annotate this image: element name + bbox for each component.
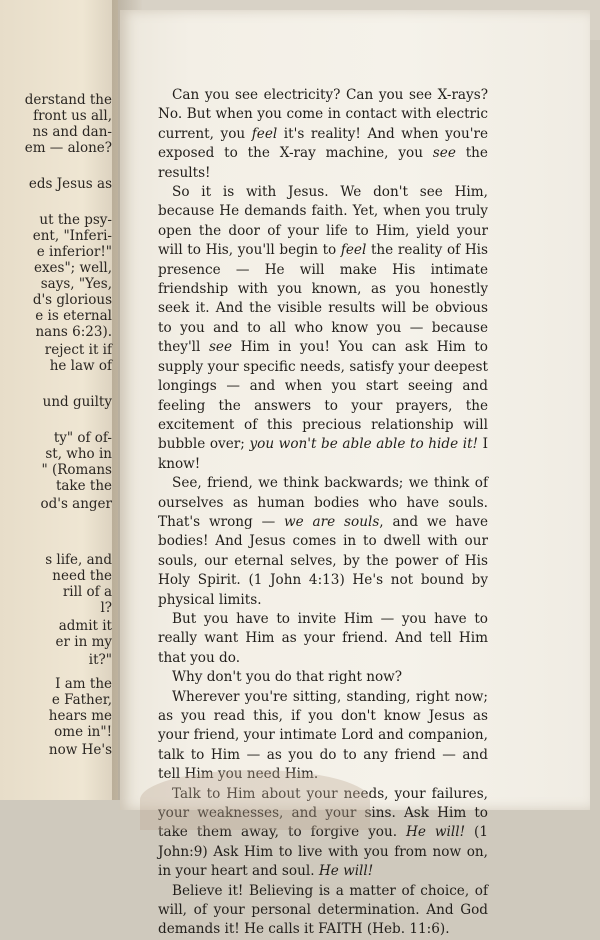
paragraph-wherever: Wherever you're sitting, standing, right now; as you read this, if you don't know Jesus as your friend, your intimate Lord and companion, talk to Him — as you do to any friend — and tell Him you need Him. [158, 688, 488, 783]
left-page-line: admit it [58, 618, 112, 634]
left-page-line: exes"; well, [33, 260, 112, 276]
paragraph-talk-to-him: Talk to Him about your needs, your failures, your weaknesses, and your sins. Ask Him to take them away, to forgive you. He will! (1 John:9) Ask Him to live with you from now on, in your heart and soul. He will! [158, 785, 488, 880]
left-page-line: e is eternal [35, 308, 112, 324]
left-page-line: em — alone? [24, 140, 112, 156]
left-page-line: ome in"! [54, 724, 112, 740]
left-page-line: hears me [48, 708, 112, 724]
right-page [120, 10, 590, 938]
left-page-line: od's anger [40, 496, 112, 512]
left-page-line: und guilty [42, 394, 112, 410]
left-page-line: ns and dan- [32, 124, 112, 140]
paragraph-so-it-is-with-jesus: So it is with Jesus. We don't see Him, because He demands faith. Yet, when you truly open the door of your life to Him, yield your will to His, you'll begin to feel the reality of His presence — He will make His intimate friendship with you known, as you honestly seek it. And the visible results will be obvious to you and to all who know you — because they'll see Him in you! You can ask Him to supply your specific needs, satisfy your deepest longings — and when you start seeing and feeling the answers to your prayers, the excitement of this precious relationship will bubble over; you won't be able able to hide it! I know! [158, 184, 488, 472]
paragraph-think-backwards: See, friend, we think backwards; we think of ourselves as human bodies who have souls. That's wrong — we are souls, and we have bodies! And Jesus comes in to dwell with our souls, our eternal selves, by the power of His Holy Spirit. (1 John 4:13) He's not bound by physical limits. [158, 475, 488, 608]
left-page [0, 0, 118, 800]
paragraph-right-now: Why don't you do that right now? [172, 669, 403, 686]
left-page-line: er in my [55, 634, 112, 650]
left-page-line: reject it if [44, 342, 112, 358]
left-page-line: need the [52, 568, 112, 584]
paragraph-electricity: Can you see electricity? Can you see X-rays? No. But when you come in contact with electric current, you feel it's reality! And when you're exposed to the X-ray machine, you see the results! [158, 87, 488, 181]
left-page-line: ty" of of- [53, 430, 112, 446]
left-page-line: now He's [48, 742, 112, 758]
left-page-line: nans 6:23). [35, 324, 112, 340]
left-page-line: he law of [49, 358, 112, 374]
paragraph-believe-it: Believe it! Believing is a matter of choice, of will, of your personal determination. And God demands it! He calls it FAITH (Heb. 11:6). [158, 882, 488, 938]
left-page-line: st, who in [45, 446, 112, 462]
left-page-line: " (Romans [41, 462, 112, 478]
left-page-line: rill of a [62, 584, 112, 600]
left-page-line: it?" [88, 652, 112, 668]
left-page-line: front us all, [33, 108, 112, 124]
left-page-line: e inferior!" [36, 244, 112, 260]
left-page-line: e Father, [51, 692, 112, 708]
left-page-line: l? [100, 600, 112, 616]
left-page-line: eds Jesus as [28, 176, 112, 192]
thumb [140, 770, 370, 830]
paragraph-invite-him: But you have to invite Him — you have to really want Him as your friend. And tell Him that you do. [158, 610, 488, 666]
left-page-line: ut the psy- [39, 212, 112, 228]
left-page-line: I am the [55, 676, 112, 692]
left-page-line: take the [55, 478, 112, 494]
left-page-line: s life, and [45, 552, 112, 568]
left-page-line: d's glorious [32, 292, 112, 308]
left-page-line: says, "Yes, [40, 276, 112, 292]
left-page-line: ent, "Inferi- [32, 228, 112, 244]
left-page-line: derstand the [24, 92, 112, 108]
